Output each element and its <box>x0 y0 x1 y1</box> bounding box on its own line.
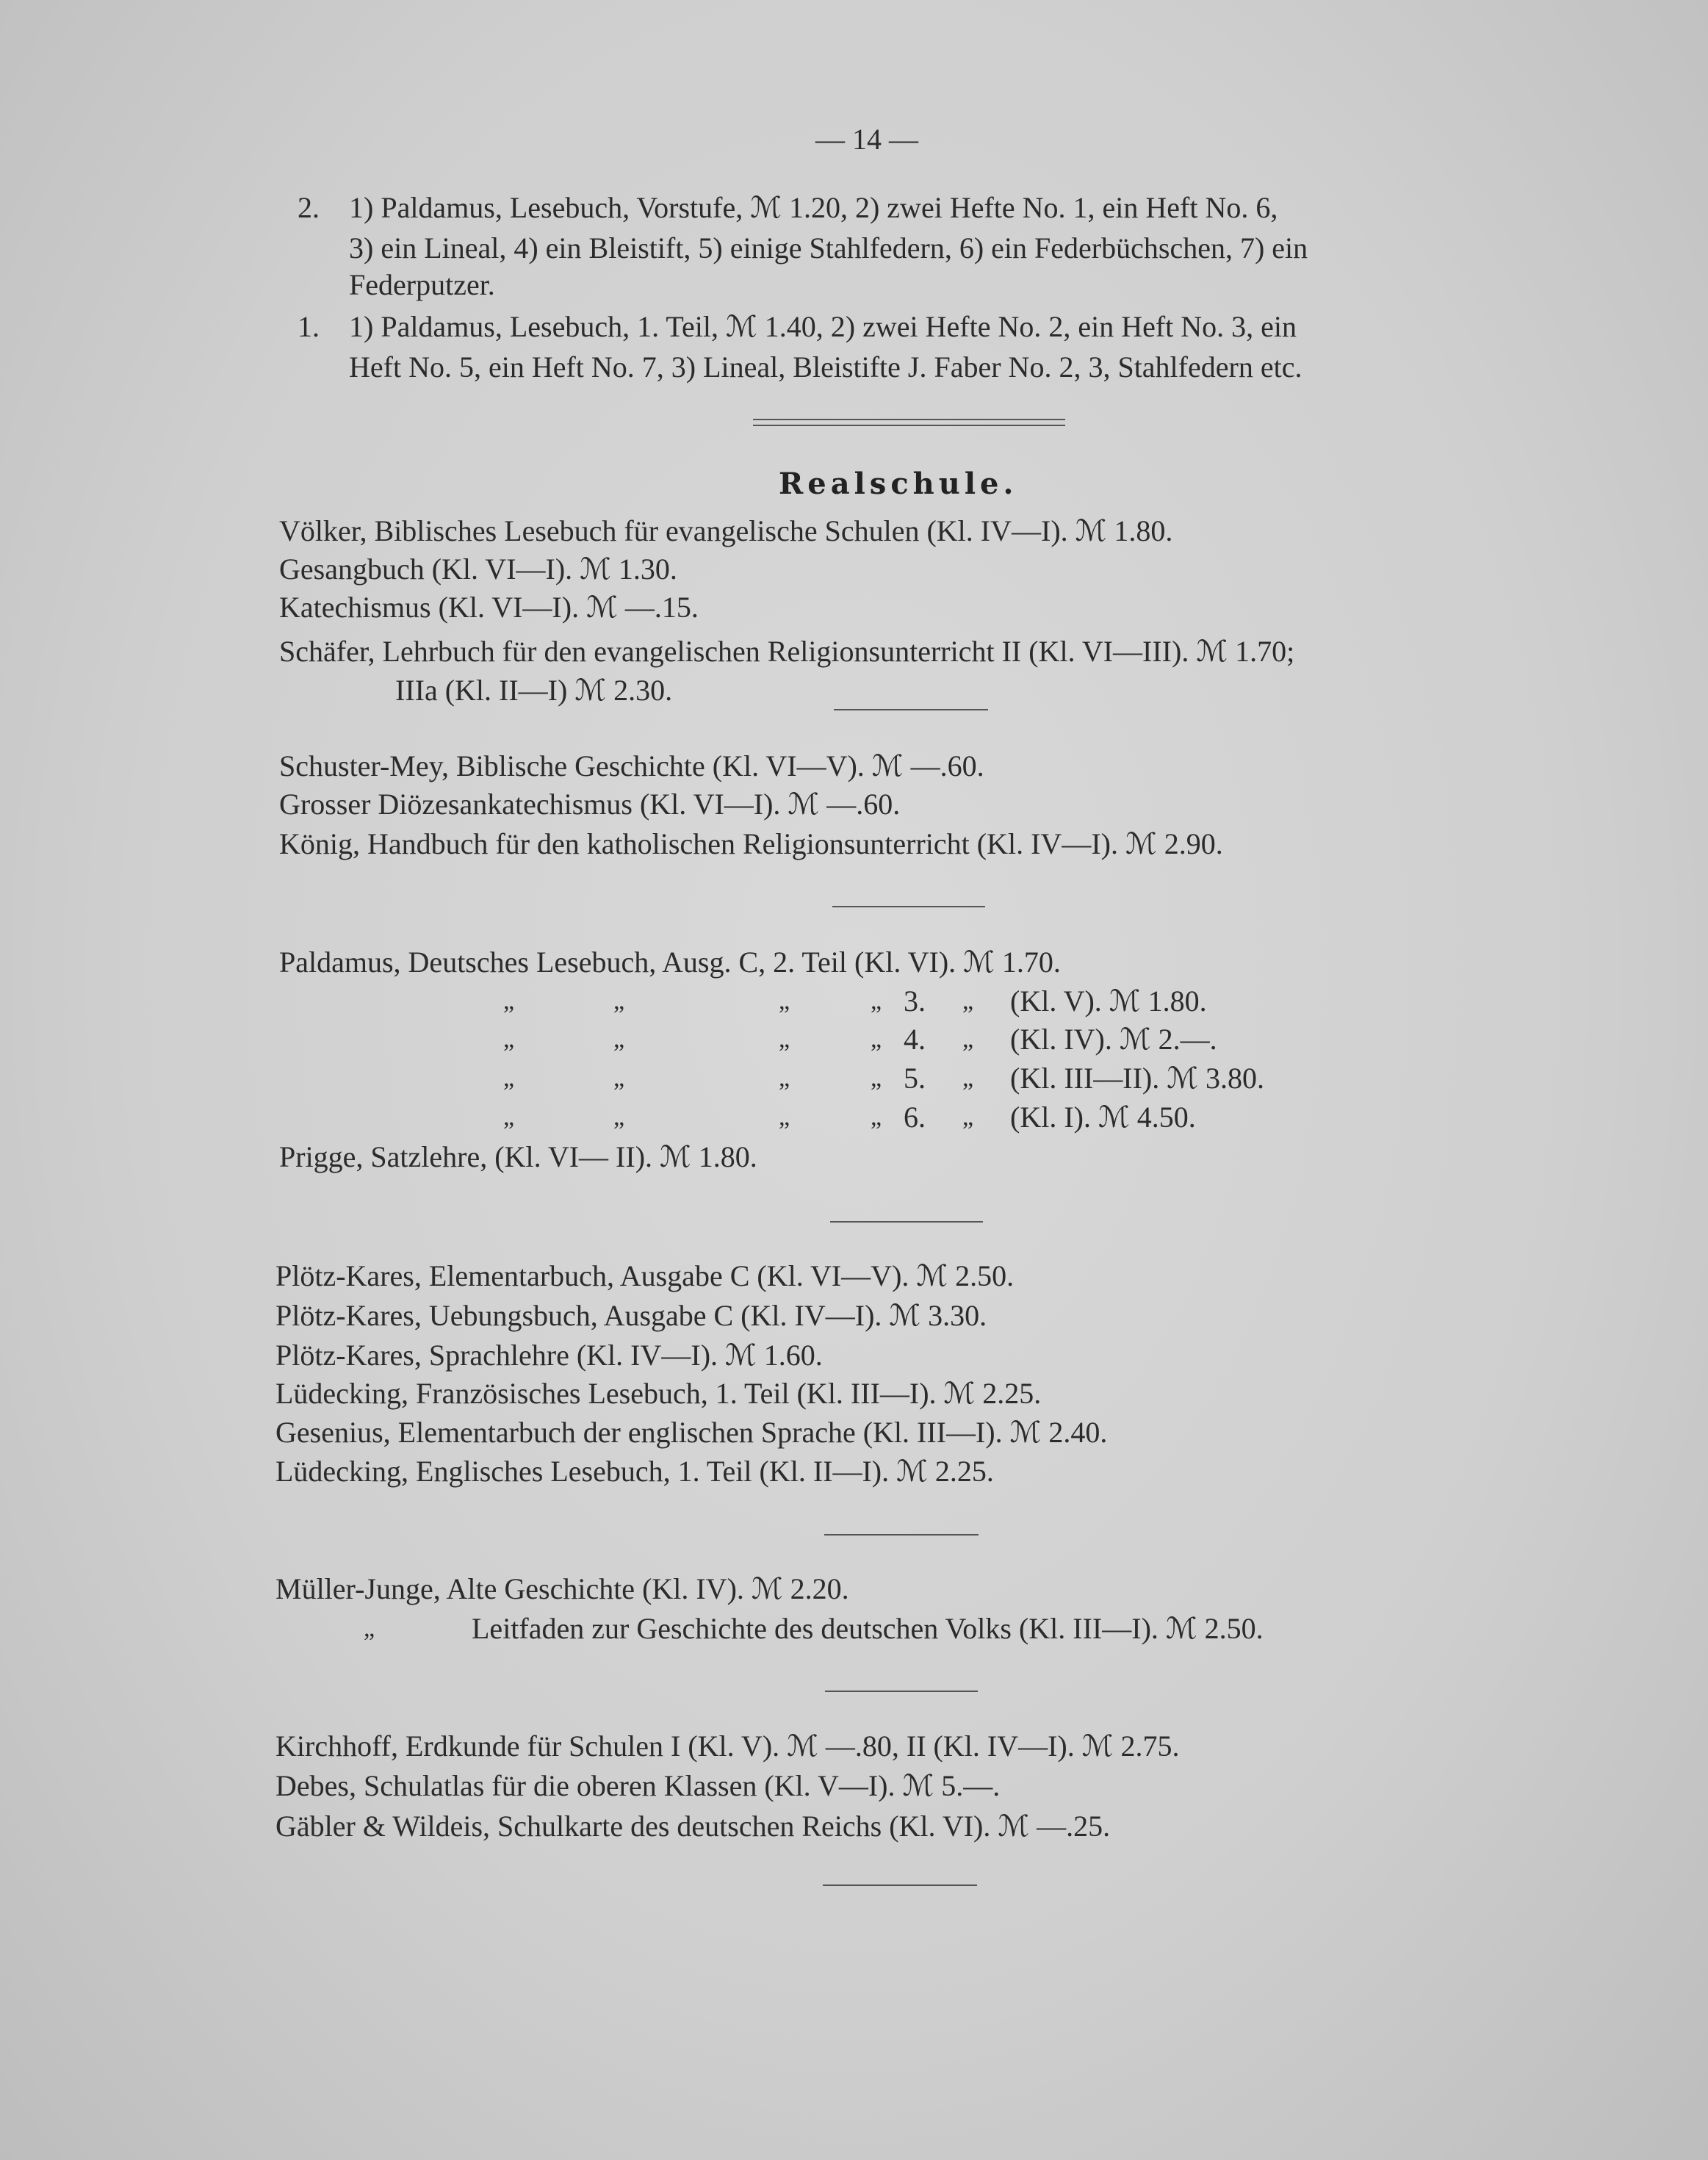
double-rule <box>753 419 1065 426</box>
section-divider <box>824 1534 979 1536</box>
section-heading: Realschule. <box>779 467 1018 501</box>
list-line: Federputzer. <box>349 268 495 301</box>
book-entry: Prigge, Satzlehre, (Kl. VI— II). ℳ 1.80. <box>279 1140 757 1173</box>
ditto-mark: „ <box>779 987 790 1015</box>
ditto-mark: „ <box>962 1104 974 1131</box>
ditto-mark: „ <box>613 1065 625 1092</box>
list-number: 2. <box>298 191 320 224</box>
list-line: 1) Paldamus, Lesebuch, 1. Teil, ℳ 1.40, 2) zwei Hefte No. 2, ein Heft No. 3, ein <box>349 310 1297 343</box>
section-divider <box>823 1884 977 1886</box>
section-divider <box>832 906 985 907</box>
book-entry: (Kl. V). ℳ 1.80. <box>1010 984 1207 1018</box>
book-entry: Völker, Biblisches Lesebuch für evangelische Schulen (Kl. IV—I). ℳ 1.80. <box>279 514 1173 547</box>
book-entry: (Kl. III—II). ℳ 3.80. <box>1010 1062 1265 1095</box>
ditto-mark: „ <box>779 1104 790 1131</box>
section-divider <box>825 1691 978 1692</box>
list-line: 3) ein Lineal, 4) ein Bleistift, 5) einige Stahlfedern, 6) ein Federbüchschen, 7) ein <box>349 231 1308 264</box>
ditto-mark: „ <box>503 987 515 1015</box>
book-entry: Leitfaden zur Geschichte des deutschen Volks (Kl. III—I). ℳ 2.50. <box>472 1612 1264 1645</box>
book-entry: IIIa (Kl. II—I) ℳ 2.30. <box>395 674 673 707</box>
section-divider <box>834 709 988 710</box>
ditto-mark: „ <box>871 987 882 1015</box>
ditto-mark: „ <box>779 1026 790 1053</box>
book-entry: Kirchhoff, Erdkunde für Schulen I (Kl. V). ℳ —.80, II (Kl. IV—I). ℳ 2.75. <box>275 1729 1180 1763</box>
ditto-mark: „ <box>613 987 625 1015</box>
book-entry: Paldamus, Deutsches Lesebuch, Ausg. C, 2. Teil (Kl. VI). ℳ 1.70. <box>279 946 1061 979</box>
ditto-mark: „ <box>779 1065 790 1092</box>
ditto-mark: „ <box>364 1615 375 1642</box>
book-entry: (Kl. IV). ℳ 2.—. <box>1010 1023 1217 1056</box>
ditto-mark: „ <box>871 1065 882 1092</box>
book-entry: Grosser Diözesankatechismus (Kl. VI—I). ℳ —.60. <box>279 788 901 821</box>
ditto-mark: „ <box>503 1104 515 1131</box>
ditto-mark: „ <box>613 1104 625 1131</box>
book-entry: Müller-Junge, Alte Geschichte (Kl. IV). ℳ 2.20. <box>275 1572 849 1605</box>
book-entry: Gesangbuch (Kl. VI—I). ℳ 1.30. <box>279 552 677 586</box>
list-line: 1) Paldamus, Lesebuch, Vorstufe, ℳ 1.20, 2) zwei Hefte No. 1, ein Heft No. 6, <box>349 191 1278 224</box>
book-entry: Gäbler & Wildeis, Schulkarte des deutschen Reichs (Kl. VI). ℳ —.25. <box>275 1810 1111 1843</box>
ditto-mark: „ <box>613 1026 625 1053</box>
book-entry: Lüdecking, Französisches Lesebuch, 1. Teil (Kl. III—I). ℳ 2.25. <box>275 1377 1042 1410</box>
book-entry: Plötz-Kares, Uebungsbuch, Ausgabe C (Kl. IV—I). ℳ 3.30. <box>275 1299 987 1332</box>
ditto-mark: „ <box>503 1026 515 1053</box>
part-number: 3. <box>904 984 926 1018</box>
part-number: 5. <box>904 1062 926 1095</box>
book-entry: König, Handbuch für den katholischen Religionsunterricht (Kl. IV—I). ℳ 2.90. <box>279 827 1223 860</box>
ditto-mark: „ <box>962 987 974 1015</box>
book-entry: Lüdecking, Englisches Lesebuch, 1. Teil (Kl. II—I). ℳ 2.25. <box>275 1455 994 1488</box>
ditto-mark: „ <box>871 1104 882 1131</box>
ditto-mark: „ <box>962 1065 974 1092</box>
book-entry: Katechismus (Kl. VI—I). ℳ —.15. <box>279 591 699 624</box>
book-entry: Schuster-Mey, Biblische Geschichte (Kl. VI—V). ℳ —.60. <box>279 749 984 782</box>
book-entry: Plötz-Kares, Elementarbuch, Ausgabe C (Kl. VI—V). ℳ 2.50. <box>275 1259 1015 1292</box>
list-number: 1. <box>298 310 320 343</box>
book-entry: (Kl. I). ℳ 4.50. <box>1010 1101 1196 1134</box>
part-number: 6. <box>904 1101 926 1134</box>
book-entry: Schäfer, Lehrbuch für den evangelischen Religionsunterricht II (Kl. VI—III). ℳ 1.70; <box>279 635 1295 668</box>
book-entry: Debes, Schulatlas für die oberen Klassen (Kl. V—I). ℳ 5.—. <box>275 1769 1001 1802</box>
page-number: — 14 — <box>815 123 918 156</box>
section-divider <box>830 1221 983 1223</box>
book-entry: Gesenius, Elementarbuch der englischen Sprache (Kl. III—I). ℳ 2.40. <box>275 1416 1108 1449</box>
list-line: Heft No. 5, ein Heft No. 7, 3) Lineal, Bleistifte J. Faber No. 2, 3, Stahlfedern etc. <box>349 350 1302 384</box>
ditto-mark: „ <box>503 1065 515 1092</box>
book-entry: Plötz-Kares, Sprachlehre (Kl. IV—I). ℳ 1.60. <box>275 1339 823 1372</box>
part-number: 4. <box>904 1023 926 1056</box>
ditto-mark: „ <box>962 1026 974 1053</box>
ditto-mark: „ <box>871 1026 882 1053</box>
